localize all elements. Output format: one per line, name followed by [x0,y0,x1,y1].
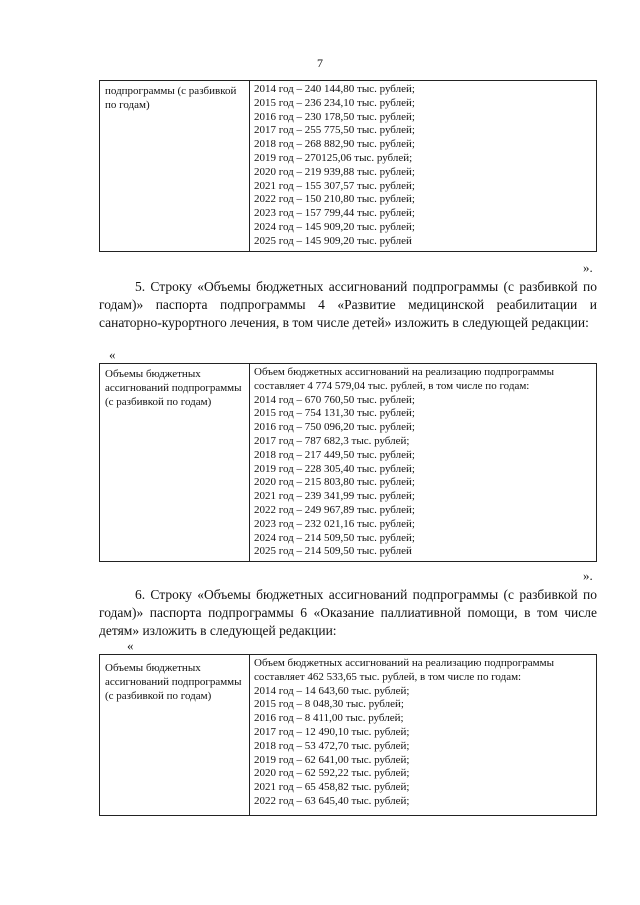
table1-line: 2021 год – 155 307,57 тыс. рублей; [254,179,415,192]
table2-line: Объем бюджетных ассигнований на реализацию подпрограммы составляет 4 774 579,04 тыс. рублей, в том числе по годам: [254,366,554,392]
paragraph-5 [99,278,597,332]
table3-line: 2021 год – 65 458,82 тыс. рублей; [254,781,410,794]
table1-line: 2019 год – 270125,06 тыс. рублей; [254,151,413,164]
table2-label: Объемы бюджетных ассигнований подпрограммы (с разбивкой по годам) [100,364,250,562]
paragraph-6-text: 6. Строку «Объемы бюджетных ассигнований подпрограммы (с разбивкой по годам)» паспорта подпрограммы 6 «Оказание паллиативной помощи, в том числе детям» изложить в следующей редакции: [99,587,597,638]
table1-line: 2018 год – 268 882,90 тыс. рублей; [254,138,415,151]
page-number: 7 [317,56,323,70]
table1-line: 2017 год – 255 775,50 тыс. рублей; [254,124,415,137]
table2-line: 2021 год – 239 341,99 тыс. рублей; [254,490,415,503]
table3-opening-quote: « [127,638,134,653]
table3-line: 2022 год – 63 645,40 тыс. рублей; [254,794,410,807]
table2-line: 2018 год – 217 449,50 тыс. рублей; [254,448,415,461]
table3-values [250,655,597,816]
table1-line: 2015 год – 236 234,10 тыс. рублей; [254,96,415,109]
table2-line: 2023 год – 232 021,16 тыс. рублей; [254,517,415,530]
table1-line: 2014 год – 240 144,80 тыс. рублей; [254,83,415,95]
table2-closing-quote: ». [583,568,593,583]
table2-line: 2016 год – 750 096,20 тыс. рублей; [254,421,415,434]
table3-line: 2015 год – 8 048,30 тыс. рублей; [254,698,404,711]
table1-line: 2022 год – 150 210,80 тыс. рублей; [254,193,415,206]
table3-line: 2016 год – 8 411,00 тыс. рублей; [254,712,404,725]
table1-line: 2016 год – 230 178,50 тыс. рублей; [254,110,415,123]
table2-opening-quote: « [109,347,116,362]
budget-table-1 [99,80,597,252]
table2-line: 2020 год – 215 803,80 тыс. рублей; [254,476,415,489]
table3-line: 2018 год – 53 472,70 тыс. рублей; [254,739,410,752]
paragraph-6 [99,586,597,640]
table3-line: 2020 год – 62 592,22 тыс. рублей; [254,767,410,780]
table2-line: 2022 год – 249 967,89 тыс. рублей; [254,503,415,516]
table2-values [250,364,597,562]
table2-line: 2017 год – 787 682,3 тыс. рублей; [254,434,410,447]
table2-line: 2025 год – 214 509,50 тыс. рублей [254,545,412,558]
table1-closing-quote: ». [583,260,593,275]
table3-line: 2019 год – 62 641,00 тыс. рублей; [254,753,410,766]
budget-table-3 [99,654,597,816]
table1-line: 2023 год – 157 799,44 тыс. рублей; [254,207,415,220]
table3-line: 2017 год – 12 490,10 тыс. рублей; [254,725,410,738]
paragraph-5-text: 5. Строку «Объемы бюджетных ассигнований подпрограммы (с разбивкой по годам)» паспорта подпрограммы 4 «Развитие медицинской реабилитации и санаторно-курортного лечения, в том числе детей» изложить в следующей редакции: [99,279,597,330]
table1-line: 2020 год – 219 939,88 тыс. рублей; [254,165,415,178]
table1-label: подпрограммы (с разбивкой по годам) [100,81,250,252]
table1-line: 2024 год – 145 909,20 тыс. рублей; [254,220,415,233]
budget-table-2 [99,363,597,562]
table2-line: 2019 год – 228 305,40 тыс. рублей; [254,462,415,475]
table3-line: 2014 год – 14 643,60 тыс. рублей; [254,684,410,697]
table1-line: 2025 год – 145 909,20 тыс. рублей [254,234,412,247]
table2-line: 2024 год – 214 509,50 тыс. рублей; [254,531,415,544]
table3-line: Объем бюджетных ассигнований на реализацию подпрограммы составляет 462 533,65 тыс. рублей, в том числе по годам: [254,657,554,683]
table2-line: 2015 год – 754 131,30 тыс. рублей; [254,407,415,420]
table2-line: 2014 год – 670 760,50 тыс. рублей; [254,393,415,406]
table1-values [250,81,597,252]
table3-label: Объемы бюджетных ассигнований подпрограммы (с разбивкой по годам) [100,655,250,816]
